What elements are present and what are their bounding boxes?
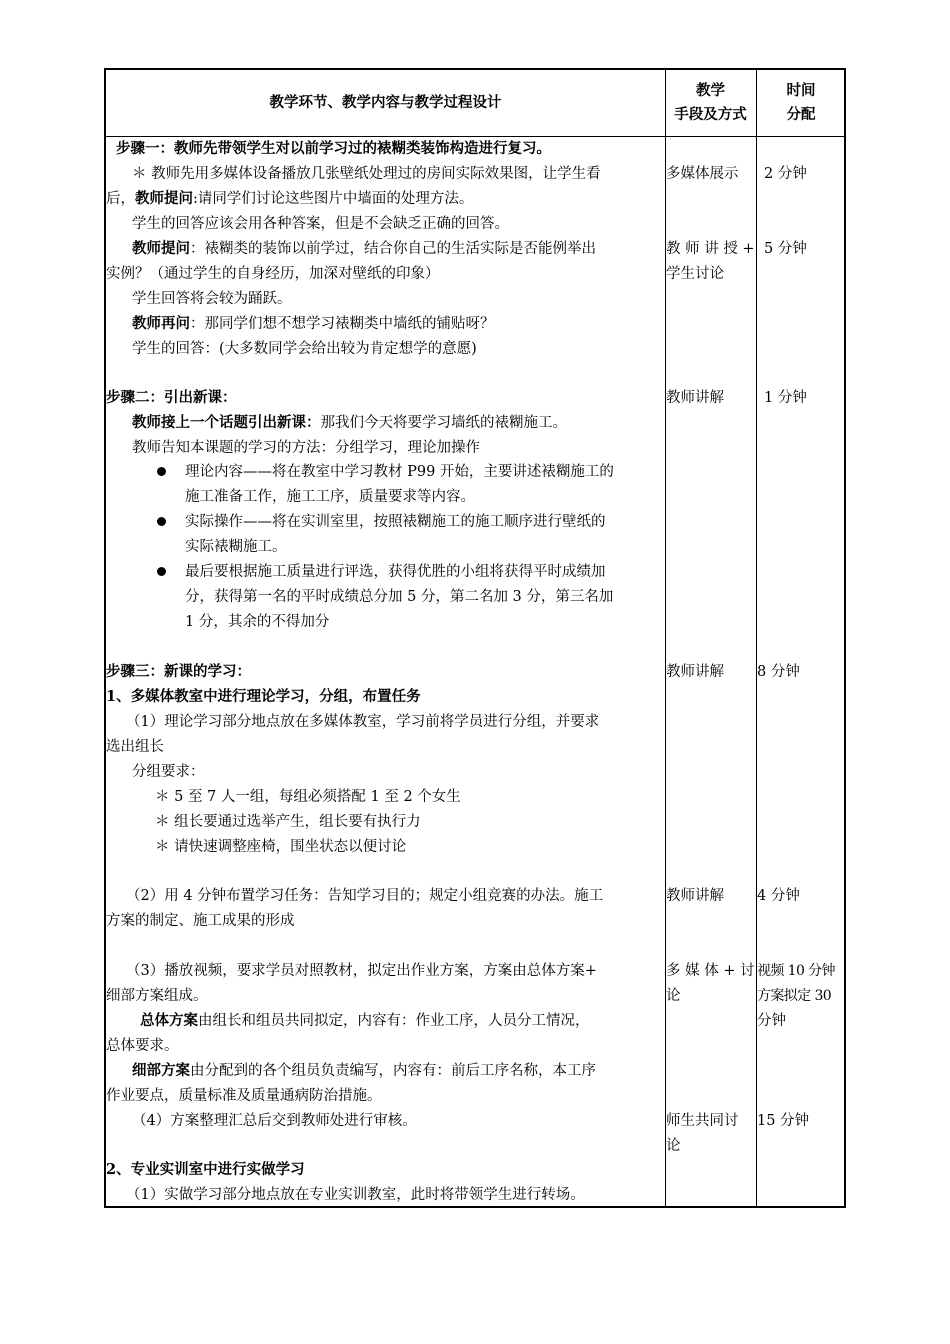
- time-cell: 5 分钟: [764, 241, 807, 257]
- bullet-icon: [157, 567, 166, 576]
- step1-text: ＊ 教师先用多媒体设备播放几张壁纸处理过的房间实际效果图，让学生看: [132, 166, 601, 182]
- step1-title: 步骤一：教师先带领学生对以前学习过的裱糊类装饰构造进行复习。: [116, 140, 551, 157]
- section-title: 2、专业实训室中进行实做学习: [106, 1161, 305, 1178]
- step3-text: 总体方案由组长和组员共同拟定，内容有：作业工序，人员分工情况，: [140, 1012, 590, 1029]
- step2-bullet: 实际裱糊施工。: [185, 539, 287, 555]
- time-cell: 8 分钟: [757, 664, 800, 680]
- step2-bullet: 分，获得第一名的平时成绩总分加 5 分，第二名加 3 分，第三名加: [185, 589, 614, 605]
- step1-text: 教师再问：那同学们想不想学习裱糊类中墙纸的铺贴呀？: [132, 315, 495, 332]
- header-divider: [106, 136, 844, 137]
- step2-bullet: 1 分，其余的不得加分: [185, 614, 330, 630]
- step2-text: 教师告知本课题的学习的方法：分组学习，理论加操作: [132, 440, 480, 456]
- method-cell: 教师讲解: [666, 390, 724, 406]
- step2-bullet: 实际操作——将在实训室里，按照裱糊施工的施工顺序进行壁纸的: [185, 514, 606, 530]
- step1-text: 学生的回答：(大多数同学会给出较为肯定想学的意愿): [132, 341, 477, 357]
- header-label: 时间: [786, 82, 816, 99]
- time-cell: 方案拟定 30: [757, 988, 832, 1004]
- step3-text: 细部方案由分配到的各个组员负责编写，内容有：前后工序名称，本工序: [132, 1062, 596, 1079]
- time-cell: 1 分钟: [764, 390, 807, 406]
- method-cell: 论: [666, 988, 681, 1004]
- method-cell: 多 媒 体 + 讨: [666, 963, 755, 979]
- method-cell: 教师讲解: [666, 888, 724, 904]
- column-divider: [756, 70, 757, 1206]
- step3-text: （1）理论学习部分地点放在多媒体教室，学习前将学员进行分组，并要求: [126, 714, 600, 730]
- step3-text: （2）用 4 分钟布置学习任务：告知学习目的；规定小组竞赛的办法。施工: [126, 888, 604, 904]
- header-content-column: [106, 70, 665, 136]
- step3-text: 分组要求：: [132, 764, 205, 780]
- step3-text: （3）播放视频，要求学员对照教材，拟定出作业方案，方案由总体方案+: [126, 963, 597, 979]
- header-method-column: [665, 70, 756, 136]
- section-title: 1、多媒体教室中进行理论学习，分组，布置任务: [106, 688, 421, 705]
- step2-bullet: 施工准备工作，施工工序，质量要求等内容。: [185, 489, 475, 505]
- step2-title: 步骤二：引出新课：: [106, 389, 237, 406]
- header-label: 教学: [696, 82, 725, 99]
- step3-text: 方案的制定、施工成果的形成: [106, 913, 295, 929]
- step2-bullet: 理论内容——将在教室中学习教材 P99 开始，主要讲述裱糊施工的: [185, 464, 614, 480]
- step3-star-item: ＊ 组长要通过选举产生，组长要有执行力: [155, 814, 421, 830]
- method-cell: 学生讨论: [666, 266, 724, 282]
- time-cell: 4 分钟: [757, 888, 800, 904]
- bullet-icon: [157, 517, 166, 526]
- step3-text: （4）方案整理汇总后交到教师处进行审核。: [132, 1113, 417, 1129]
- method-cell: 教师讲解: [666, 664, 724, 680]
- step3-title: 步骤三：新课的学习：: [106, 663, 251, 680]
- method-cell: 教 师 讲 授 +: [666, 241, 755, 257]
- step1-text: 学生回答将会较为踊跃。: [132, 291, 292, 307]
- time-cell: 2 分钟: [764, 166, 807, 182]
- step3-text: （1）实做学习部分地点放在专业实训教室，此时将带领学生进行转场。: [126, 1187, 585, 1203]
- time-cell: 分钟: [757, 1013, 786, 1029]
- step3-text: 细部方案组成。: [106, 988, 208, 1004]
- step3-text: 作业要点，质量标准及质量通病防治措施。: [106, 1088, 382, 1104]
- header-label: 分配: [786, 106, 816, 123]
- step1-text: 学生的回答应该会用各种答案，但是不会缺乏正确的回答。: [132, 216, 509, 232]
- header-time-column: [756, 70, 846, 136]
- method-cell: 多媒体展示: [666, 166, 739, 182]
- step2-bullet: 最后要根据施工质量进行评选，获得优胜的小组将获得平时成绩加: [185, 564, 606, 580]
- step1-text: 教师提问：裱糊类的装饰以前学过，结合你自己的生活实际是否能例举出: [132, 240, 596, 257]
- header-label: 教学环节、教学内容与教学过程设计: [269, 94, 502, 111]
- step3-text: 选出组长: [106, 739, 164, 755]
- method-cell: 师生共同讨: [666, 1113, 739, 1129]
- step3-text: 总体要求。: [106, 1038, 179, 1054]
- time-cell: 视频 10 分钟: [757, 963, 835, 979]
- step1-text: 后，教师提问:请同学们讨论这些图片中墙面的处理方法。: [106, 190, 474, 207]
- step2-text: 教师接上一个话题引出新课：那我们今天将要学习墙纸的裱糊施工。: [132, 414, 567, 431]
- header-label: 手段及方式: [674, 106, 747, 123]
- bullet-icon: [157, 467, 166, 476]
- step3-star-item: ＊ 5 至 7 人一组，每组必须搭配 1 至 2 个女生: [155, 789, 461, 805]
- step3-star-item: ＊ 请快速调整座椅，围坐状态以便讨论: [155, 839, 407, 855]
- method-cell: 论: [666, 1138, 681, 1154]
- time-cell: 15 分钟: [757, 1113, 810, 1129]
- step1-text: 实例？（通过学生的自身经历，加深对壁纸的印象）: [106, 266, 440, 282]
